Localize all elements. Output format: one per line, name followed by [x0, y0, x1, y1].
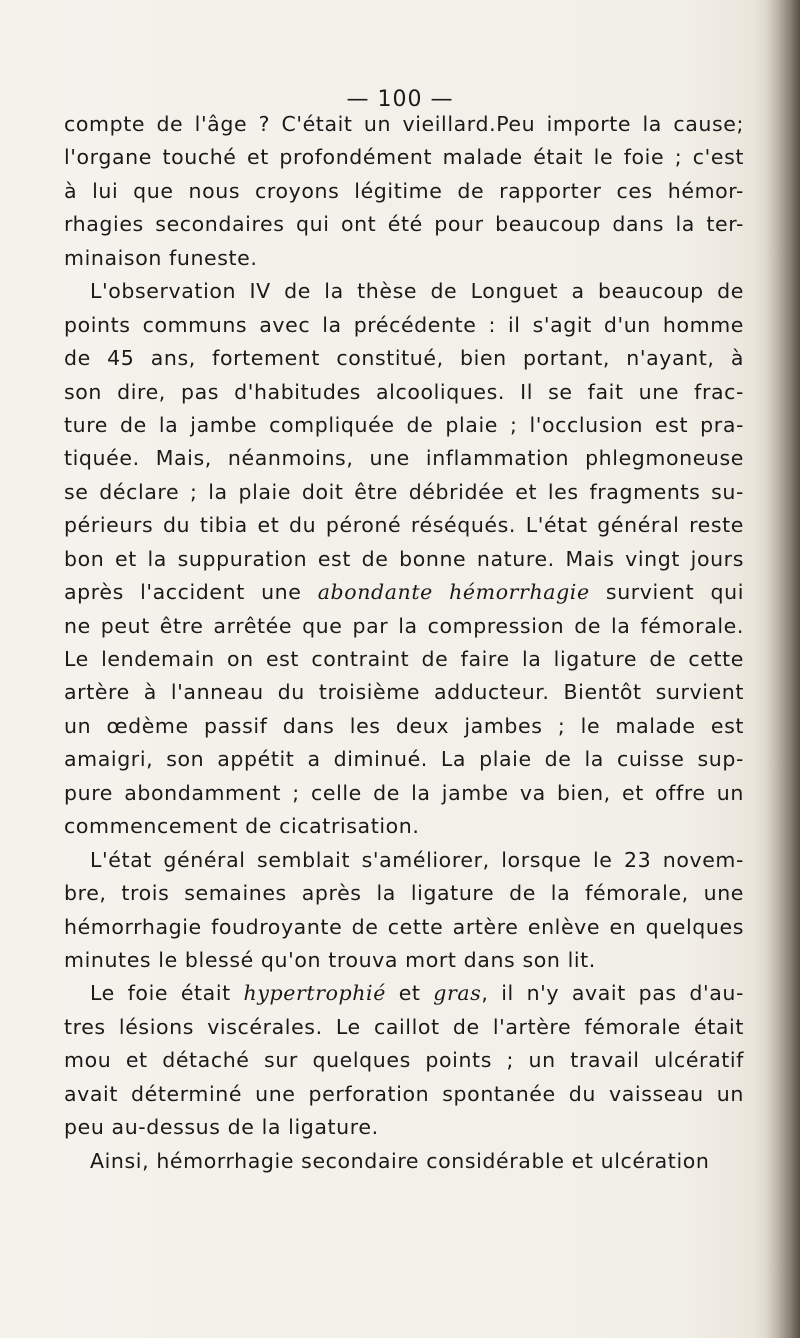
text-run: et: [385, 981, 434, 1006]
italic-text-run: gras: [433, 981, 482, 1006]
text-line: mou et détaché sur quelques points ; un travail ulcératif: [64, 1048, 744, 1073]
text-line: Ainsi, hémorrhagie secondaire considérable et ulcération: [90, 1148, 710, 1173]
text-line: points communs avec la précédente : il s'agit d'un homme: [64, 312, 744, 337]
text-line: Le lendemain on est contraint de faire la ligature de cette: [64, 647, 744, 671]
text-line: tres lésions viscérales. Le caillot de l'artère fémorale était: [64, 1014, 744, 1039]
text-line: bon et la suppuration est de bonne nature. Mais vingt jours: [64, 546, 744, 571]
text-line: avait déterminé une perforation spontanée du vaisseau un: [64, 1081, 744, 1106]
text-line: minaison funeste.: [64, 245, 258, 270]
text-line: compte de l'âge ? C'était un vieillard.Peu importe la cause;: [64, 112, 744, 136]
text-line: ne peut être arrêtée que par la compression de la fémorale.: [64, 613, 744, 638]
text-line: de 45 ans, fortement constitué, bien portant, n'ayant, à: [64, 346, 744, 371]
text-line: pure abondamment ; celle de la jambe va bien, et offre un: [64, 780, 744, 805]
italic-text-run: hypertrophié: [243, 981, 386, 1006]
text-run: , il n'y avait pas d'au-: [481, 981, 744, 1006]
text-line: son dire, pas d'habitudes alcooliques. Il se fait une frac-: [64, 379, 744, 404]
text-line: ture de la jambe compliquée de plaie ; l'occlusion est pra-: [64, 412, 744, 437]
text-line: [64, 977, 744, 1010]
page-number: — 100 —: [346, 87, 454, 112]
text-line: à lui que nous croyons légitime de rapporter ces hémor-: [64, 178, 744, 203]
text-line: bre, trois semaines après la ligature de la fémorale, une: [64, 881, 744, 906]
italic-text-run: abondante hémorrhagie: [317, 580, 590, 605]
text-run: Le foie était: [90, 981, 244, 1006]
text-line: rhagies secondaires qui ont été pour beaucoup dans la ter-: [64, 212, 744, 237]
text-line: hémorrhagie foudroyante de cette artère enlève en quelques: [64, 914, 744, 939]
text-line: amaigri, son appétit a diminué. La plaie de la cuisse sup-: [64, 747, 744, 772]
text-line: tiquée. Mais, néanmoins, une inflammation phlegmoneuse: [64, 446, 744, 471]
text-line: un œdème passif dans les deux jambes ; le malade est: [64, 713, 744, 738]
text-run: survient qui: [589, 580, 745, 605]
text-line: L'état général semblait s'améliorer, lorsque le 23 novem-: [90, 847, 744, 872]
text-line: périeurs du tibia et du péroné réséqués. L'état général reste: [64, 513, 744, 538]
text-line: peu au-dessus de la ligature.: [64, 1115, 379, 1140]
text-line: minutes le blessé qu'on trouva mort dans son lit.: [64, 947, 596, 972]
text-line: [64, 576, 744, 609]
text-line: commencement de cicatrisation.: [64, 814, 420, 839]
text-run: après l'accident une: [64, 580, 318, 605]
text-line: L'observation IV de la thèse de Longuet a beaucoup de: [90, 279, 744, 304]
page-binding-edge: [766, 0, 800, 1338]
page-text: [64, 108, 744, 1178]
text-line: se déclare ; la plaie doit être débridée et les fragments su-: [64, 479, 744, 504]
text-line: l'organe touché et profondément malade était le foie ; c'est: [64, 145, 744, 170]
text-line: artère à l'anneau du troisième adducteur. Bientôt survient: [64, 680, 744, 705]
